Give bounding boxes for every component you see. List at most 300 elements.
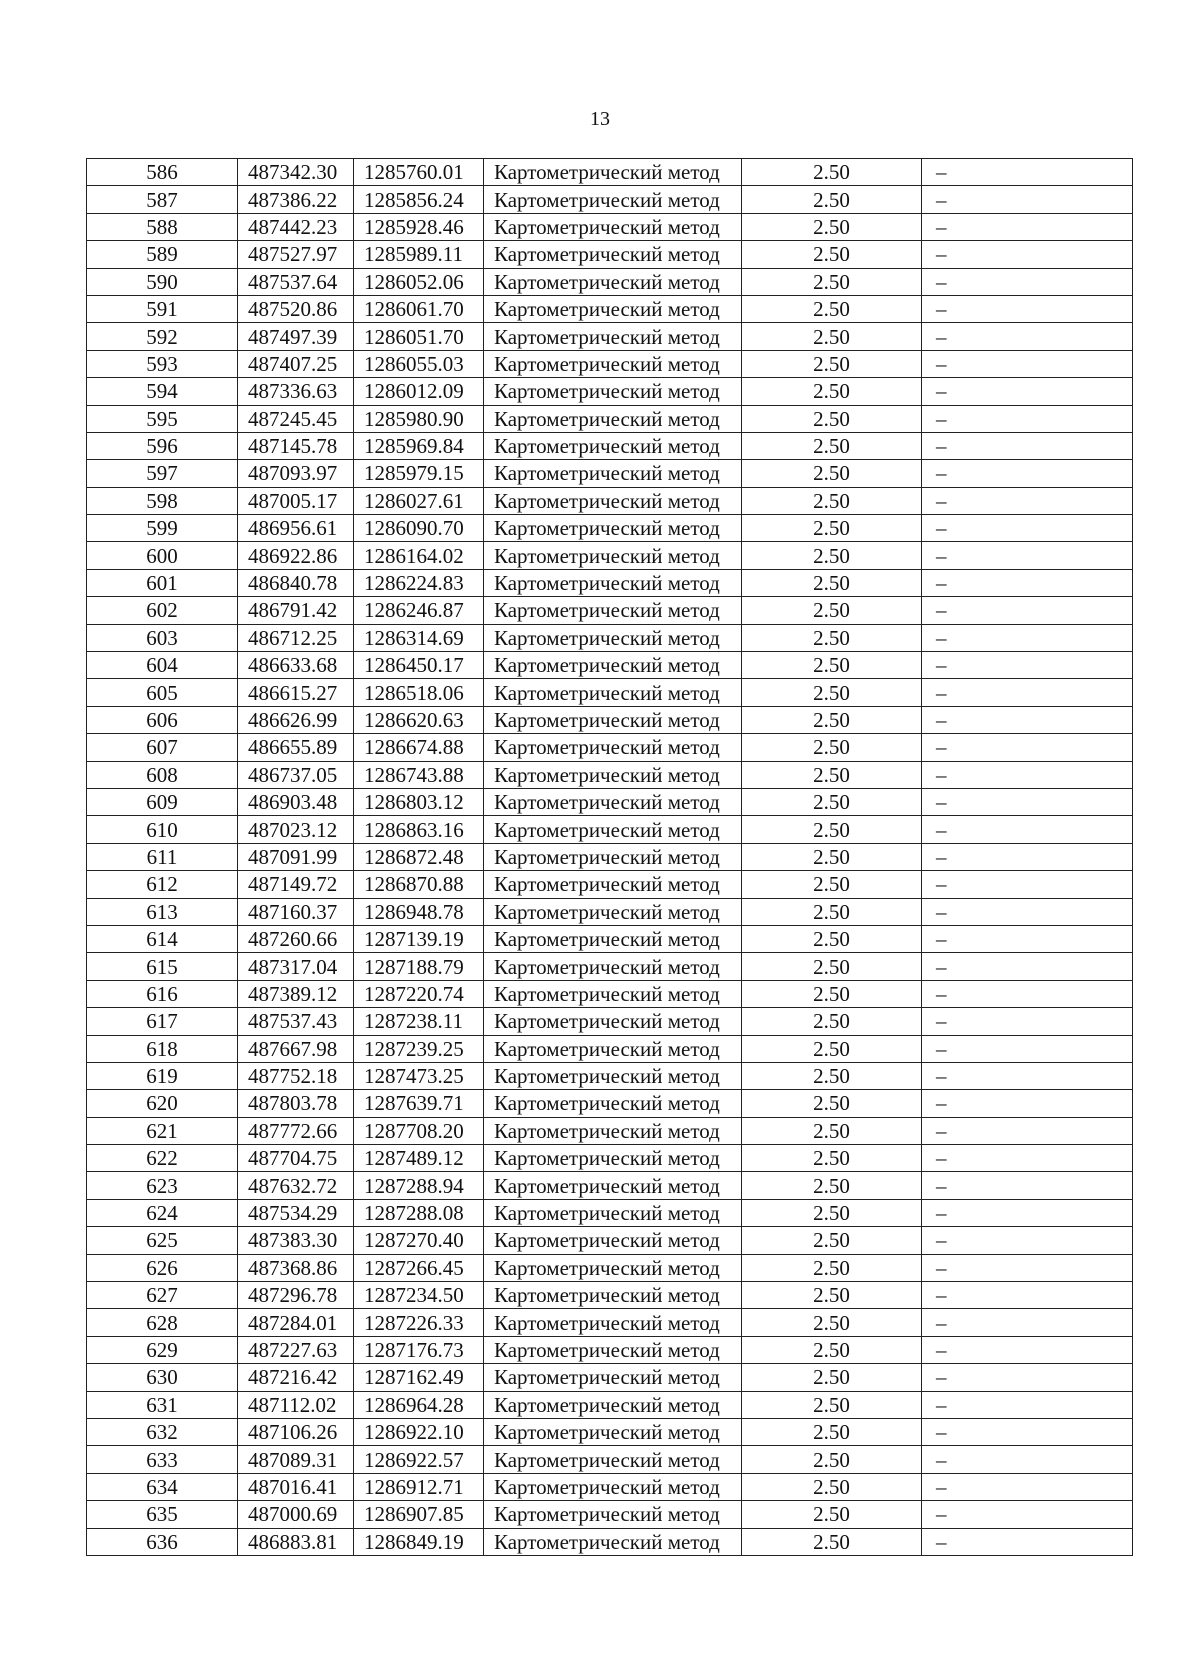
table-row	[87, 1446, 1133, 1473]
table-row	[87, 350, 1133, 377]
table-row	[87, 1227, 1133, 1254]
note-cell: –	[922, 1090, 1133, 1117]
table-row	[87, 761, 1133, 788]
table-row	[87, 925, 1133, 952]
method-cell: Картометрический метод	[484, 1446, 742, 1473]
table-row	[87, 1282, 1133, 1309]
note-cell: –	[922, 624, 1133, 651]
note-cell: –	[922, 1501, 1133, 1528]
point-number-cell: 613	[87, 898, 238, 925]
coord-y-cell: 1286922.10	[354, 1418, 484, 1445]
table-row	[87, 597, 1133, 624]
method-cell: Картометрический метод	[484, 1090, 742, 1117]
coord-y-cell: 1286743.88	[354, 761, 484, 788]
note-cell: –	[922, 487, 1133, 514]
accuracy-cell: 2.50	[742, 432, 922, 459]
coord-y-cell: 1286027.61	[354, 487, 484, 514]
method-cell: Картометрический метод	[484, 1172, 742, 1199]
method-cell: Картометрический метод	[484, 378, 742, 405]
coord-y-cell: 1286948.78	[354, 898, 484, 925]
method-cell: Картометрический метод	[484, 898, 742, 925]
coord-x-cell: 486655.89	[238, 734, 354, 761]
point-number-cell: 596	[87, 432, 238, 459]
accuracy-cell: 2.50	[742, 1062, 922, 1089]
table-row	[87, 679, 1133, 706]
coord-y-cell: 1287238.11	[354, 1008, 484, 1035]
method-cell: Картометрический метод	[484, 652, 742, 679]
method-cell: Картометрический метод	[484, 1501, 742, 1528]
coord-y-cell: 1286450.17	[354, 652, 484, 679]
coord-x-cell: 487091.99	[238, 843, 354, 870]
accuracy-cell: 2.50	[742, 871, 922, 898]
accuracy-cell: 2.50	[742, 405, 922, 432]
note-cell: –	[922, 1418, 1133, 1445]
method-cell: Картометрический метод	[484, 323, 742, 350]
coord-x-cell: 486626.99	[238, 706, 354, 733]
method-cell: Картометрический метод	[484, 1309, 742, 1336]
note-cell: –	[922, 515, 1133, 542]
coord-y-cell: 1287139.19	[354, 925, 484, 952]
table-row	[87, 1090, 1133, 1117]
coord-y-cell: 1287176.73	[354, 1336, 484, 1363]
coord-x-cell: 487149.72	[238, 871, 354, 898]
note-cell: –	[922, 898, 1133, 925]
point-number-cell: 597	[87, 460, 238, 487]
coord-x-cell: 486956.61	[238, 515, 354, 542]
coord-x-cell: 487389.12	[238, 980, 354, 1007]
point-number-cell: 588	[87, 213, 238, 240]
coord-x-cell: 487296.78	[238, 1282, 354, 1309]
point-number-cell: 594	[87, 378, 238, 405]
method-cell: Картометрический метод	[484, 679, 742, 706]
coord-x-cell: 487216.42	[238, 1364, 354, 1391]
method-cell: Картометрический метод	[484, 953, 742, 980]
table-row	[87, 898, 1133, 925]
coord-x-cell: 487112.02	[238, 1391, 354, 1418]
coord-y-cell: 1287288.94	[354, 1172, 484, 1199]
table-row	[87, 816, 1133, 843]
table-row	[87, 980, 1133, 1007]
coord-x-cell: 487106.26	[238, 1418, 354, 1445]
method-cell: Картометрический метод	[484, 980, 742, 1007]
method-cell: Картометрический метод	[484, 515, 742, 542]
table-row	[87, 652, 1133, 679]
page-number: 13	[590, 108, 610, 130]
method-cell: Картометрический метод	[484, 597, 742, 624]
coord-y-cell: 1287234.50	[354, 1282, 484, 1309]
note-cell: –	[922, 1282, 1133, 1309]
table-row	[87, 186, 1133, 213]
coord-y-cell: 1286849.19	[354, 1528, 484, 1555]
point-number-cell: 614	[87, 925, 238, 952]
point-number-cell: 595	[87, 405, 238, 432]
coord-x-cell: 486922.86	[238, 542, 354, 569]
table-row	[87, 159, 1133, 186]
table-row	[87, 1309, 1133, 1336]
table-row	[87, 378, 1133, 405]
accuracy-cell: 2.50	[742, 1528, 922, 1555]
note-cell: –	[922, 816, 1133, 843]
method-cell: Картометрический метод	[484, 624, 742, 651]
coord-y-cell: 1285989.11	[354, 241, 484, 268]
point-number-cell: 605	[87, 679, 238, 706]
coord-x-cell: 486737.05	[238, 761, 354, 788]
accuracy-cell: 2.50	[742, 652, 922, 679]
note-cell: –	[922, 186, 1133, 213]
point-number-cell: 621	[87, 1117, 238, 1144]
coord-y-cell: 1285928.46	[354, 213, 484, 240]
method-cell: Картометрический метод	[484, 1062, 742, 1089]
note-cell: –	[922, 843, 1133, 870]
table-row	[87, 1473, 1133, 1500]
accuracy-cell: 2.50	[742, 1145, 922, 1172]
method-cell: Картометрический метод	[484, 761, 742, 788]
accuracy-cell: 2.50	[742, 898, 922, 925]
point-number-cell: 607	[87, 734, 238, 761]
coord-x-cell: 487520.86	[238, 295, 354, 322]
table-row	[87, 1254, 1133, 1281]
coord-y-cell: 1286246.87	[354, 597, 484, 624]
method-cell: Картометрический метод	[484, 487, 742, 514]
coordinates-table	[86, 158, 1133, 1556]
note-cell: –	[922, 652, 1133, 679]
method-cell: Картометрический метод	[484, 1364, 742, 1391]
coord-y-cell: 1285980.90	[354, 405, 484, 432]
coord-x-cell: 487023.12	[238, 816, 354, 843]
table-row	[87, 1418, 1133, 1445]
table-row	[87, 1336, 1133, 1363]
accuracy-cell: 2.50	[742, 816, 922, 843]
point-number-cell: 606	[87, 706, 238, 733]
coord-y-cell: 1287288.08	[354, 1199, 484, 1226]
accuracy-cell: 2.50	[742, 515, 922, 542]
coord-x-cell: 486712.25	[238, 624, 354, 651]
point-number-cell: 604	[87, 652, 238, 679]
method-cell: Картометрический метод	[484, 788, 742, 815]
table-row	[87, 734, 1133, 761]
coord-x-cell: 487772.66	[238, 1117, 354, 1144]
point-number-cell: 609	[87, 788, 238, 815]
point-number-cell: 617	[87, 1008, 238, 1035]
coord-x-cell: 487386.22	[238, 186, 354, 213]
point-number-cell: 601	[87, 569, 238, 596]
table-row	[87, 405, 1133, 432]
method-cell: Картометрический метод	[484, 569, 742, 596]
note-cell: –	[922, 432, 1133, 459]
accuracy-cell: 2.50	[742, 241, 922, 268]
point-number-cell: 599	[87, 515, 238, 542]
method-cell: Картометрический метод	[484, 405, 742, 432]
coord-y-cell: 1286012.09	[354, 378, 484, 405]
coord-y-cell: 1287270.40	[354, 1227, 484, 1254]
point-number-cell: 620	[87, 1090, 238, 1117]
method-cell: Картометрический метод	[484, 1528, 742, 1555]
note-cell: –	[922, 542, 1133, 569]
accuracy-cell: 2.50	[742, 679, 922, 706]
coord-y-cell: 1286912.71	[354, 1473, 484, 1500]
accuracy-cell: 2.50	[742, 925, 922, 952]
coord-y-cell: 1286051.70	[354, 323, 484, 350]
coord-y-cell: 1286863.16	[354, 816, 484, 843]
method-cell: Картометрический метод	[484, 1145, 742, 1172]
accuracy-cell: 2.50	[742, 350, 922, 377]
coord-y-cell: 1285969.84	[354, 432, 484, 459]
table-row	[87, 1035, 1133, 1062]
coord-x-cell: 487667.98	[238, 1035, 354, 1062]
note-cell: –	[922, 1227, 1133, 1254]
coord-x-cell: 487537.64	[238, 268, 354, 295]
point-number-cell: 602	[87, 597, 238, 624]
method-cell: Картометрический метод	[484, 1418, 742, 1445]
note-cell: –	[922, 706, 1133, 733]
accuracy-cell: 2.50	[742, 295, 922, 322]
method-cell: Картометрический метод	[484, 460, 742, 487]
accuracy-cell: 2.50	[742, 1035, 922, 1062]
note-cell: –	[922, 295, 1133, 322]
coord-x-cell: 487537.43	[238, 1008, 354, 1035]
coord-x-cell: 487342.30	[238, 159, 354, 186]
method-cell: Картометрический метод	[484, 1336, 742, 1363]
coord-x-cell: 486791.42	[238, 597, 354, 624]
point-number-cell: 608	[87, 761, 238, 788]
method-cell: Картометрический метод	[484, 241, 742, 268]
table-row	[87, 843, 1133, 870]
point-number-cell: 615	[87, 953, 238, 980]
accuracy-cell: 2.50	[742, 323, 922, 350]
note-cell: –	[922, 1035, 1133, 1062]
coord-y-cell: 1287489.12	[354, 1145, 484, 1172]
coord-x-cell: 487000.69	[238, 1501, 354, 1528]
coord-x-cell: 487632.72	[238, 1172, 354, 1199]
point-number-cell: 633	[87, 1446, 238, 1473]
note-cell: –	[922, 1364, 1133, 1391]
accuracy-cell: 2.50	[742, 624, 922, 651]
point-number-cell: 612	[87, 871, 238, 898]
table-row	[87, 295, 1133, 322]
coord-x-cell: 487336.63	[238, 378, 354, 405]
coord-x-cell: 487227.63	[238, 1336, 354, 1363]
coord-x-cell: 487534.29	[238, 1199, 354, 1226]
note-cell: –	[922, 1145, 1133, 1172]
table-row	[87, 953, 1133, 980]
accuracy-cell: 2.50	[742, 1336, 922, 1363]
accuracy-cell: 2.50	[742, 1090, 922, 1117]
table-row	[87, 1062, 1133, 1089]
accuracy-cell: 2.50	[742, 980, 922, 1007]
coord-x-cell: 487752.18	[238, 1062, 354, 1089]
coord-y-cell: 1285979.15	[354, 460, 484, 487]
accuracy-cell: 2.50	[742, 1282, 922, 1309]
note-cell: –	[922, 597, 1133, 624]
coord-x-cell: 487704.75	[238, 1145, 354, 1172]
accuracy-cell: 2.50	[742, 1391, 922, 1418]
coord-x-cell: 487284.01	[238, 1309, 354, 1336]
point-number-cell: 632	[87, 1418, 238, 1445]
point-number-cell: 629	[87, 1336, 238, 1363]
table-row	[87, 432, 1133, 459]
coord-y-cell: 1285856.24	[354, 186, 484, 213]
note-cell: –	[922, 159, 1133, 186]
coord-y-cell: 1286518.06	[354, 679, 484, 706]
coord-y-cell: 1287162.49	[354, 1364, 484, 1391]
note-cell: –	[922, 1172, 1133, 1199]
coord-x-cell: 487407.25	[238, 350, 354, 377]
accuracy-cell: 2.50	[742, 1473, 922, 1500]
point-number-cell: 600	[87, 542, 238, 569]
point-number-cell: 635	[87, 1501, 238, 1528]
accuracy-cell: 2.50	[742, 1446, 922, 1473]
coord-y-cell: 1287708.20	[354, 1117, 484, 1144]
point-number-cell: 598	[87, 487, 238, 514]
coord-x-cell: 487145.78	[238, 432, 354, 459]
coord-y-cell: 1286224.83	[354, 569, 484, 596]
accuracy-cell: 2.50	[742, 487, 922, 514]
coord-y-cell: 1286872.48	[354, 843, 484, 870]
coord-y-cell: 1286870.88	[354, 871, 484, 898]
method-cell: Картометрический метод	[484, 432, 742, 459]
coord-y-cell: 1286164.02	[354, 542, 484, 569]
point-number-cell: 631	[87, 1391, 238, 1418]
table-row	[87, 624, 1133, 651]
table-row	[87, 1145, 1133, 1172]
accuracy-cell: 2.50	[742, 542, 922, 569]
note-cell: –	[922, 350, 1133, 377]
accuracy-cell: 2.50	[742, 1418, 922, 1445]
accuracy-cell: 2.50	[742, 1172, 922, 1199]
coord-y-cell: 1286052.06	[354, 268, 484, 295]
coord-x-cell: 487442.23	[238, 213, 354, 240]
method-cell: Картометрический метод	[484, 1008, 742, 1035]
coord-x-cell: 487497.39	[238, 323, 354, 350]
accuracy-cell: 2.50	[742, 761, 922, 788]
coord-x-cell: 486903.48	[238, 788, 354, 815]
point-number-cell: 611	[87, 843, 238, 870]
accuracy-cell: 2.50	[742, 159, 922, 186]
method-cell: Картометрический метод	[484, 1473, 742, 1500]
note-cell: –	[922, 788, 1133, 815]
note-cell: –	[922, 1008, 1133, 1035]
coord-y-cell: 1286674.88	[354, 734, 484, 761]
method-cell: Картометрический метод	[484, 843, 742, 870]
accuracy-cell: 2.50	[742, 460, 922, 487]
accuracy-cell: 2.50	[742, 186, 922, 213]
accuracy-cell: 2.50	[742, 1254, 922, 1281]
table-row	[87, 871, 1133, 898]
table-row	[87, 706, 1133, 733]
note-cell: –	[922, 925, 1133, 952]
coord-x-cell: 486840.78	[238, 569, 354, 596]
note-cell: –	[922, 405, 1133, 432]
coord-y-cell: 1287239.25	[354, 1035, 484, 1062]
method-cell: Картометрический метод	[484, 542, 742, 569]
coord-x-cell: 487317.04	[238, 953, 354, 980]
coord-y-cell: 1286907.85	[354, 1501, 484, 1528]
point-number-cell: 624	[87, 1199, 238, 1226]
note-cell: –	[922, 1446, 1133, 1473]
table-row	[87, 1501, 1133, 1528]
table-row	[87, 515, 1133, 542]
method-cell: Картометрический метод	[484, 1391, 742, 1418]
coord-y-cell: 1285760.01	[354, 159, 484, 186]
method-cell: Картометрический метод	[484, 706, 742, 733]
method-cell: Картометрический метод	[484, 816, 742, 843]
point-number-cell: 626	[87, 1254, 238, 1281]
accuracy-cell: 2.50	[742, 1364, 922, 1391]
note-cell: –	[922, 1336, 1133, 1363]
note-cell: –	[922, 1309, 1133, 1336]
coord-x-cell: 487803.78	[238, 1090, 354, 1117]
table-row	[87, 241, 1133, 268]
coord-x-cell: 486633.68	[238, 652, 354, 679]
table-row	[87, 1117, 1133, 1144]
note-cell: –	[922, 1528, 1133, 1555]
coord-y-cell: 1286314.69	[354, 624, 484, 651]
coord-y-cell: 1287473.25	[354, 1062, 484, 1089]
note-cell: –	[922, 569, 1133, 596]
point-number-cell: 616	[87, 980, 238, 1007]
method-cell: Картометрический метод	[484, 1282, 742, 1309]
accuracy-cell: 2.50	[742, 1199, 922, 1226]
table-row	[87, 323, 1133, 350]
note-cell: –	[922, 323, 1133, 350]
coord-y-cell: 1286803.12	[354, 788, 484, 815]
coord-y-cell: 1286090.70	[354, 515, 484, 542]
note-cell: –	[922, 378, 1133, 405]
method-cell: Картометрический метод	[484, 1035, 742, 1062]
method-cell: Картометрический метод	[484, 1227, 742, 1254]
coord-y-cell: 1286964.28	[354, 1391, 484, 1418]
note-cell: –	[922, 1199, 1133, 1226]
accuracy-cell: 2.50	[742, 268, 922, 295]
accuracy-cell: 2.50	[742, 706, 922, 733]
method-cell: Картометрический метод	[484, 159, 742, 186]
note-cell: –	[922, 679, 1133, 706]
coord-x-cell: 487016.41	[238, 1473, 354, 1500]
coord-x-cell: 487089.31	[238, 1446, 354, 1473]
accuracy-cell: 2.50	[742, 1309, 922, 1336]
note-cell: –	[922, 871, 1133, 898]
method-cell: Картометрический метод	[484, 295, 742, 322]
note-cell: –	[922, 1254, 1133, 1281]
accuracy-cell: 2.50	[742, 1117, 922, 1144]
accuracy-cell: 2.50	[742, 597, 922, 624]
method-cell: Картометрический метод	[484, 925, 742, 952]
table-row	[87, 1528, 1133, 1555]
coord-y-cell: 1287220.74	[354, 980, 484, 1007]
point-number-cell: 590	[87, 268, 238, 295]
point-number-cell: 591	[87, 295, 238, 322]
accuracy-cell: 2.50	[742, 953, 922, 980]
note-cell: –	[922, 1062, 1133, 1089]
coord-x-cell: 487005.17	[238, 487, 354, 514]
note-cell: –	[922, 734, 1133, 761]
point-number-cell: 634	[87, 1473, 238, 1500]
point-number-cell: 603	[87, 624, 238, 651]
coord-y-cell: 1286061.70	[354, 295, 484, 322]
point-number-cell: 610	[87, 816, 238, 843]
note-cell: –	[922, 268, 1133, 295]
note-cell: –	[922, 1117, 1133, 1144]
coord-y-cell: 1286055.03	[354, 350, 484, 377]
accuracy-cell: 2.50	[742, 569, 922, 596]
accuracy-cell: 2.50	[742, 1501, 922, 1528]
note-cell: –	[922, 1473, 1133, 1500]
table-row	[87, 1008, 1133, 1035]
method-cell: Картометрический метод	[484, 1199, 742, 1226]
coord-x-cell: 487260.66	[238, 925, 354, 952]
accuracy-cell: 2.50	[742, 1008, 922, 1035]
accuracy-cell: 2.50	[742, 1227, 922, 1254]
